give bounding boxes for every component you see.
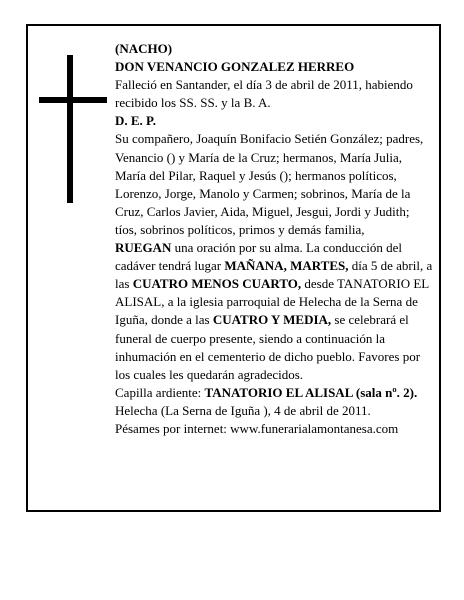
chapel-location: TANATORIO EL ALISAL (sala nº. 2). <box>204 384 418 400</box>
cross-icon <box>39 55 107 203</box>
funeral-time: CUATRO Y MEDIA, <box>212 312 332 328</box>
service-day: MAÑANA, MARTES, <box>224 258 349 274</box>
obituary-text <box>115 40 433 438</box>
rip-heading: D. E. P. <box>115 113 157 129</box>
condolences-line: Pésames por internet: www.funerarialamontanesa.com <box>115 420 399 436</box>
obituary-notice <box>26 24 441 512</box>
death-statement: Falleció en Santander, el día 3 de abril de 2011, habiendo recibido los SS. SS. y la B. A. <box>115 77 413 111</box>
family-list: Su compañero, Joaquín Bonifacio Setién González; padres, Venancio () y María de la Cruz; hermanos, María Julia, María del Pilar, Raquel y Jesús (); hermanos políticos, Lorenzo, Jorge, Manolo y Carmen; sobrinos, María de la Cruz, Carlos Javier, Aida, Miguel, Jesgui, Jordi y Judith; tíos, sobrinos políticos, primos y demás familia, <box>115 131 424 237</box>
service-text-4: se celebrará el funeral de cuerpo presente, siendo a continuación la inhumación en el cementerio de dicho pueblo. Favores por los cuales les quedarán agradecidos. <box>115 312 421 382</box>
deceased-name: DON VENANCIO GONZALEZ HERREO <box>115 59 355 75</box>
ruegan-label: RUEGAN <box>115 240 172 256</box>
nickname: (NACHO) <box>115 41 173 56</box>
service-text-1: una oración por su alma. La conducción del cadáver tendrá lugar <box>115 240 403 274</box>
service-details <box>115 239 433 384</box>
cross-horizontal-bar <box>39 97 107 103</box>
cross-vertical-bar <box>67 55 73 203</box>
service-text-3: desde TANATORIO EL ALISAL, a la iglesia parroquial de Helecha de la Serna de Iguña, donde a las <box>115 276 429 328</box>
place-date: Helecha (La Serna de Iguña ), 4 de abril de 2011. <box>115 402 371 418</box>
chapel-info <box>115 384 433 402</box>
service-text-2: día 5 de abril, a las <box>115 258 433 292</box>
procession-time: CUATRO MENOS CUARTO, <box>132 276 302 292</box>
chapel-label: Capilla ardiente: <box>115 384 205 400</box>
